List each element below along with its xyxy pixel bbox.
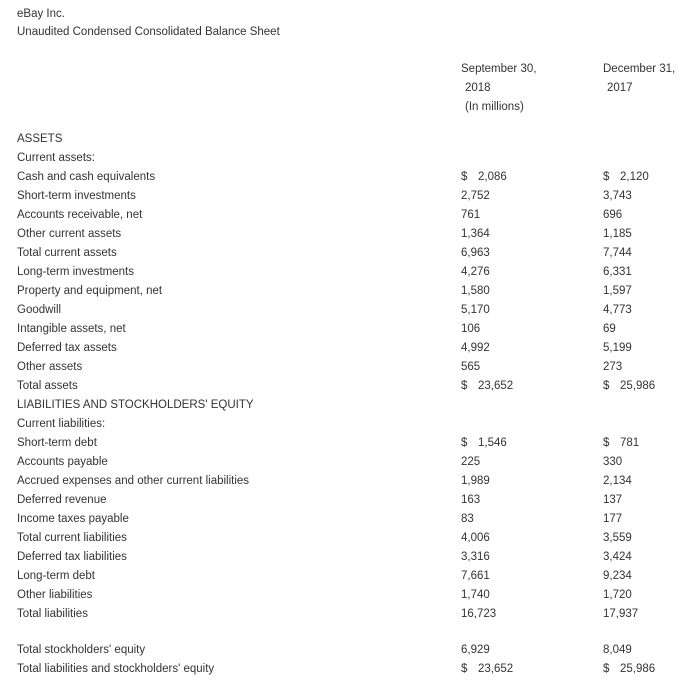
value-dec [603,187,632,206]
amount: 2,120 [620,171,649,183]
table-row [0,377,681,396]
amount: 16,723 [461,608,497,620]
row-label: Short-term debt [17,437,97,449]
table-row [0,339,681,358]
value-dec [603,282,632,301]
amount: 2,134 [603,475,632,487]
value-sep [461,660,513,679]
column-header-line: September 30, [461,63,537,75]
amount: 225 [461,456,481,468]
value-dec [603,263,632,282]
currency-symbol: $ [461,437,468,449]
value-dec [603,301,632,320]
value-dec [603,548,632,567]
row-label: Long-term debt [17,570,95,582]
table-row [0,263,681,282]
amount: 6,929 [461,644,490,656]
amount: 5,199 [603,342,632,354]
value-sep [461,605,496,624]
value-sep [461,168,507,187]
currency-symbol: $ [603,171,610,183]
value-dec [603,206,622,225]
amount: 25,986 [620,663,656,675]
value-sep [461,641,490,660]
amount: 696 [603,209,623,221]
amount: 23,652 [478,663,514,675]
value-sep [461,510,474,529]
row-label: Accounts payable [17,456,108,468]
row-label: Other assets [17,361,83,373]
table-row [0,244,681,263]
amount: 7,744 [603,247,632,259]
amount: 3,424 [603,551,632,563]
table-row [0,510,681,529]
value-sep [461,548,490,567]
value-sep [461,434,507,453]
amount: 9,234 [603,570,632,582]
row-label: Total current liabilities [17,532,127,544]
table-row [0,130,681,149]
table-row [0,605,681,624]
amount: 1,989 [461,475,490,487]
row-label: Goodwill [17,304,62,316]
value-dec [603,168,649,187]
table-row [0,491,681,510]
currency-symbol: $ [461,380,468,392]
row-label: Deferred tax assets [17,342,117,354]
value-dec [603,225,632,244]
value-dec [603,472,632,491]
value-sep [461,301,490,320]
row-label: LIABILITIES AND STOCKHOLDERS' EQUITY [17,399,254,411]
table-row [0,529,681,548]
value-dec [603,660,655,679]
amount: 17,937 [603,608,639,620]
table-row [0,415,681,434]
table-row [0,168,681,187]
row-label: Total assets [17,380,78,392]
amount: 83 [461,513,474,525]
amount: 6,963 [461,247,490,259]
value-sep [461,567,490,586]
table-row [0,434,681,453]
value-dec [603,529,632,548]
value-sep [461,282,490,301]
amount: 1,740 [461,589,490,601]
value-dec [603,641,632,660]
row-label: Accounts receivable, net [17,209,143,221]
row-label: Other liabilities [17,589,93,601]
row-label: Cash and cash equivalents [17,171,156,183]
row-label: Intangible assets, net [17,323,126,335]
row-label: ASSETS [17,133,63,145]
value-sep [461,472,490,491]
currency-symbol: $ [461,171,468,183]
row-label: Property and equipment, net [17,285,163,297]
value-sep [461,491,480,510]
table-row [0,586,681,605]
amount: 8,049 [603,644,632,656]
value-dec [603,586,632,605]
value-sep [461,225,490,244]
amount: 3,316 [461,551,490,563]
table-row [0,660,681,679]
value-dec [603,605,638,624]
column-header-units: (In millions) [465,101,524,113]
amount: 273 [603,361,623,373]
table-row [0,472,681,491]
amount: 1,597 [603,285,632,297]
row-spacer [0,624,681,641]
column-header-december [603,60,675,98]
value-dec [603,510,622,529]
amount: 3,743 [603,190,632,202]
amount: 781 [620,437,640,449]
row-label: Income taxes payable [17,513,129,525]
amount: 163 [461,494,481,506]
value-dec [603,244,632,263]
table-row [0,282,681,301]
amount: 1,185 [603,228,632,240]
statement-title: Unaudited Condensed Consolidated Balance Sheet [17,26,280,38]
row-label: Long-term investments [17,266,134,278]
value-dec [603,377,655,396]
column-header-september [461,60,536,117]
column-header-year: 2018 [465,82,491,94]
amount: 69 [603,323,616,335]
value-dec [603,453,622,472]
row-label: Current liabilities: [17,418,106,430]
currency-symbol: $ [603,437,610,449]
value-sep [461,358,480,377]
value-sep [461,529,490,548]
amount: 1,546 [478,437,507,449]
table-row [0,225,681,244]
table-row [0,567,681,586]
company-name: eBay Inc. [17,8,65,20]
amount: 2,752 [461,190,490,202]
row-label: Deferred tax liabilities [17,551,127,563]
amount: 4,276 [461,266,490,278]
amount: 4,773 [603,304,632,316]
value-dec [603,434,639,453]
amount: 1,720 [603,589,632,601]
table-row [0,396,681,415]
row-label: Short-term investments [17,190,136,202]
table-row [0,206,681,225]
amount: 1,580 [461,285,490,297]
amount: 2,086 [478,171,507,183]
row-label: Total stockholders' equity [17,644,146,656]
amount: 106 [461,323,481,335]
table-row [0,453,681,472]
amount: 7,661 [461,570,490,582]
amount: 330 [603,456,623,468]
table-row [0,641,681,660]
amount: 6,331 [603,266,632,278]
amount: 25,986 [620,380,656,392]
currency-symbol: $ [461,663,468,675]
currency-symbol: $ [603,380,610,392]
value-sep [461,263,490,282]
amount: 565 [461,361,481,373]
row-label: Current assets: [17,152,95,164]
value-dec [603,491,622,510]
table-row [0,320,681,339]
currency-symbol: $ [603,663,610,675]
amount: 23,652 [478,380,514,392]
table-row [0,187,681,206]
row-label: Total liabilities [17,608,88,620]
row-label: Other current assets [17,228,122,240]
table-row [0,358,681,377]
value-sep [461,453,480,472]
value-dec [603,339,632,358]
value-sep [461,586,490,605]
amount: 761 [461,209,481,221]
column-header-line: December 31, [603,63,676,75]
value-sep [461,320,480,339]
table-row [0,149,681,168]
amount: 3,559 [603,532,632,544]
value-dec [603,320,616,339]
balance-sheet-table [0,130,681,679]
amount: 1,364 [461,228,490,240]
row-label: Accrued expenses and other current liabilities [17,475,250,487]
row-label: Deferred revenue [17,494,107,506]
amount: 5,170 [461,304,490,316]
column-header-year: 2017 [607,82,633,94]
amount: 4,992 [461,342,490,354]
amount: 137 [603,494,623,506]
table-row [0,301,681,320]
table-row [0,548,681,567]
value-sep [461,339,490,358]
value-dec [603,567,632,586]
value-sep [461,244,490,263]
value-sep [461,187,490,206]
value-dec [603,358,622,377]
value-sep [461,377,513,396]
value-sep [461,206,480,225]
amount: 177 [603,513,623,525]
row-label: Total current assets [17,247,117,259]
amount: 4,006 [461,532,490,544]
row-label: Total liabilities and stockholders' equity [17,663,215,675]
